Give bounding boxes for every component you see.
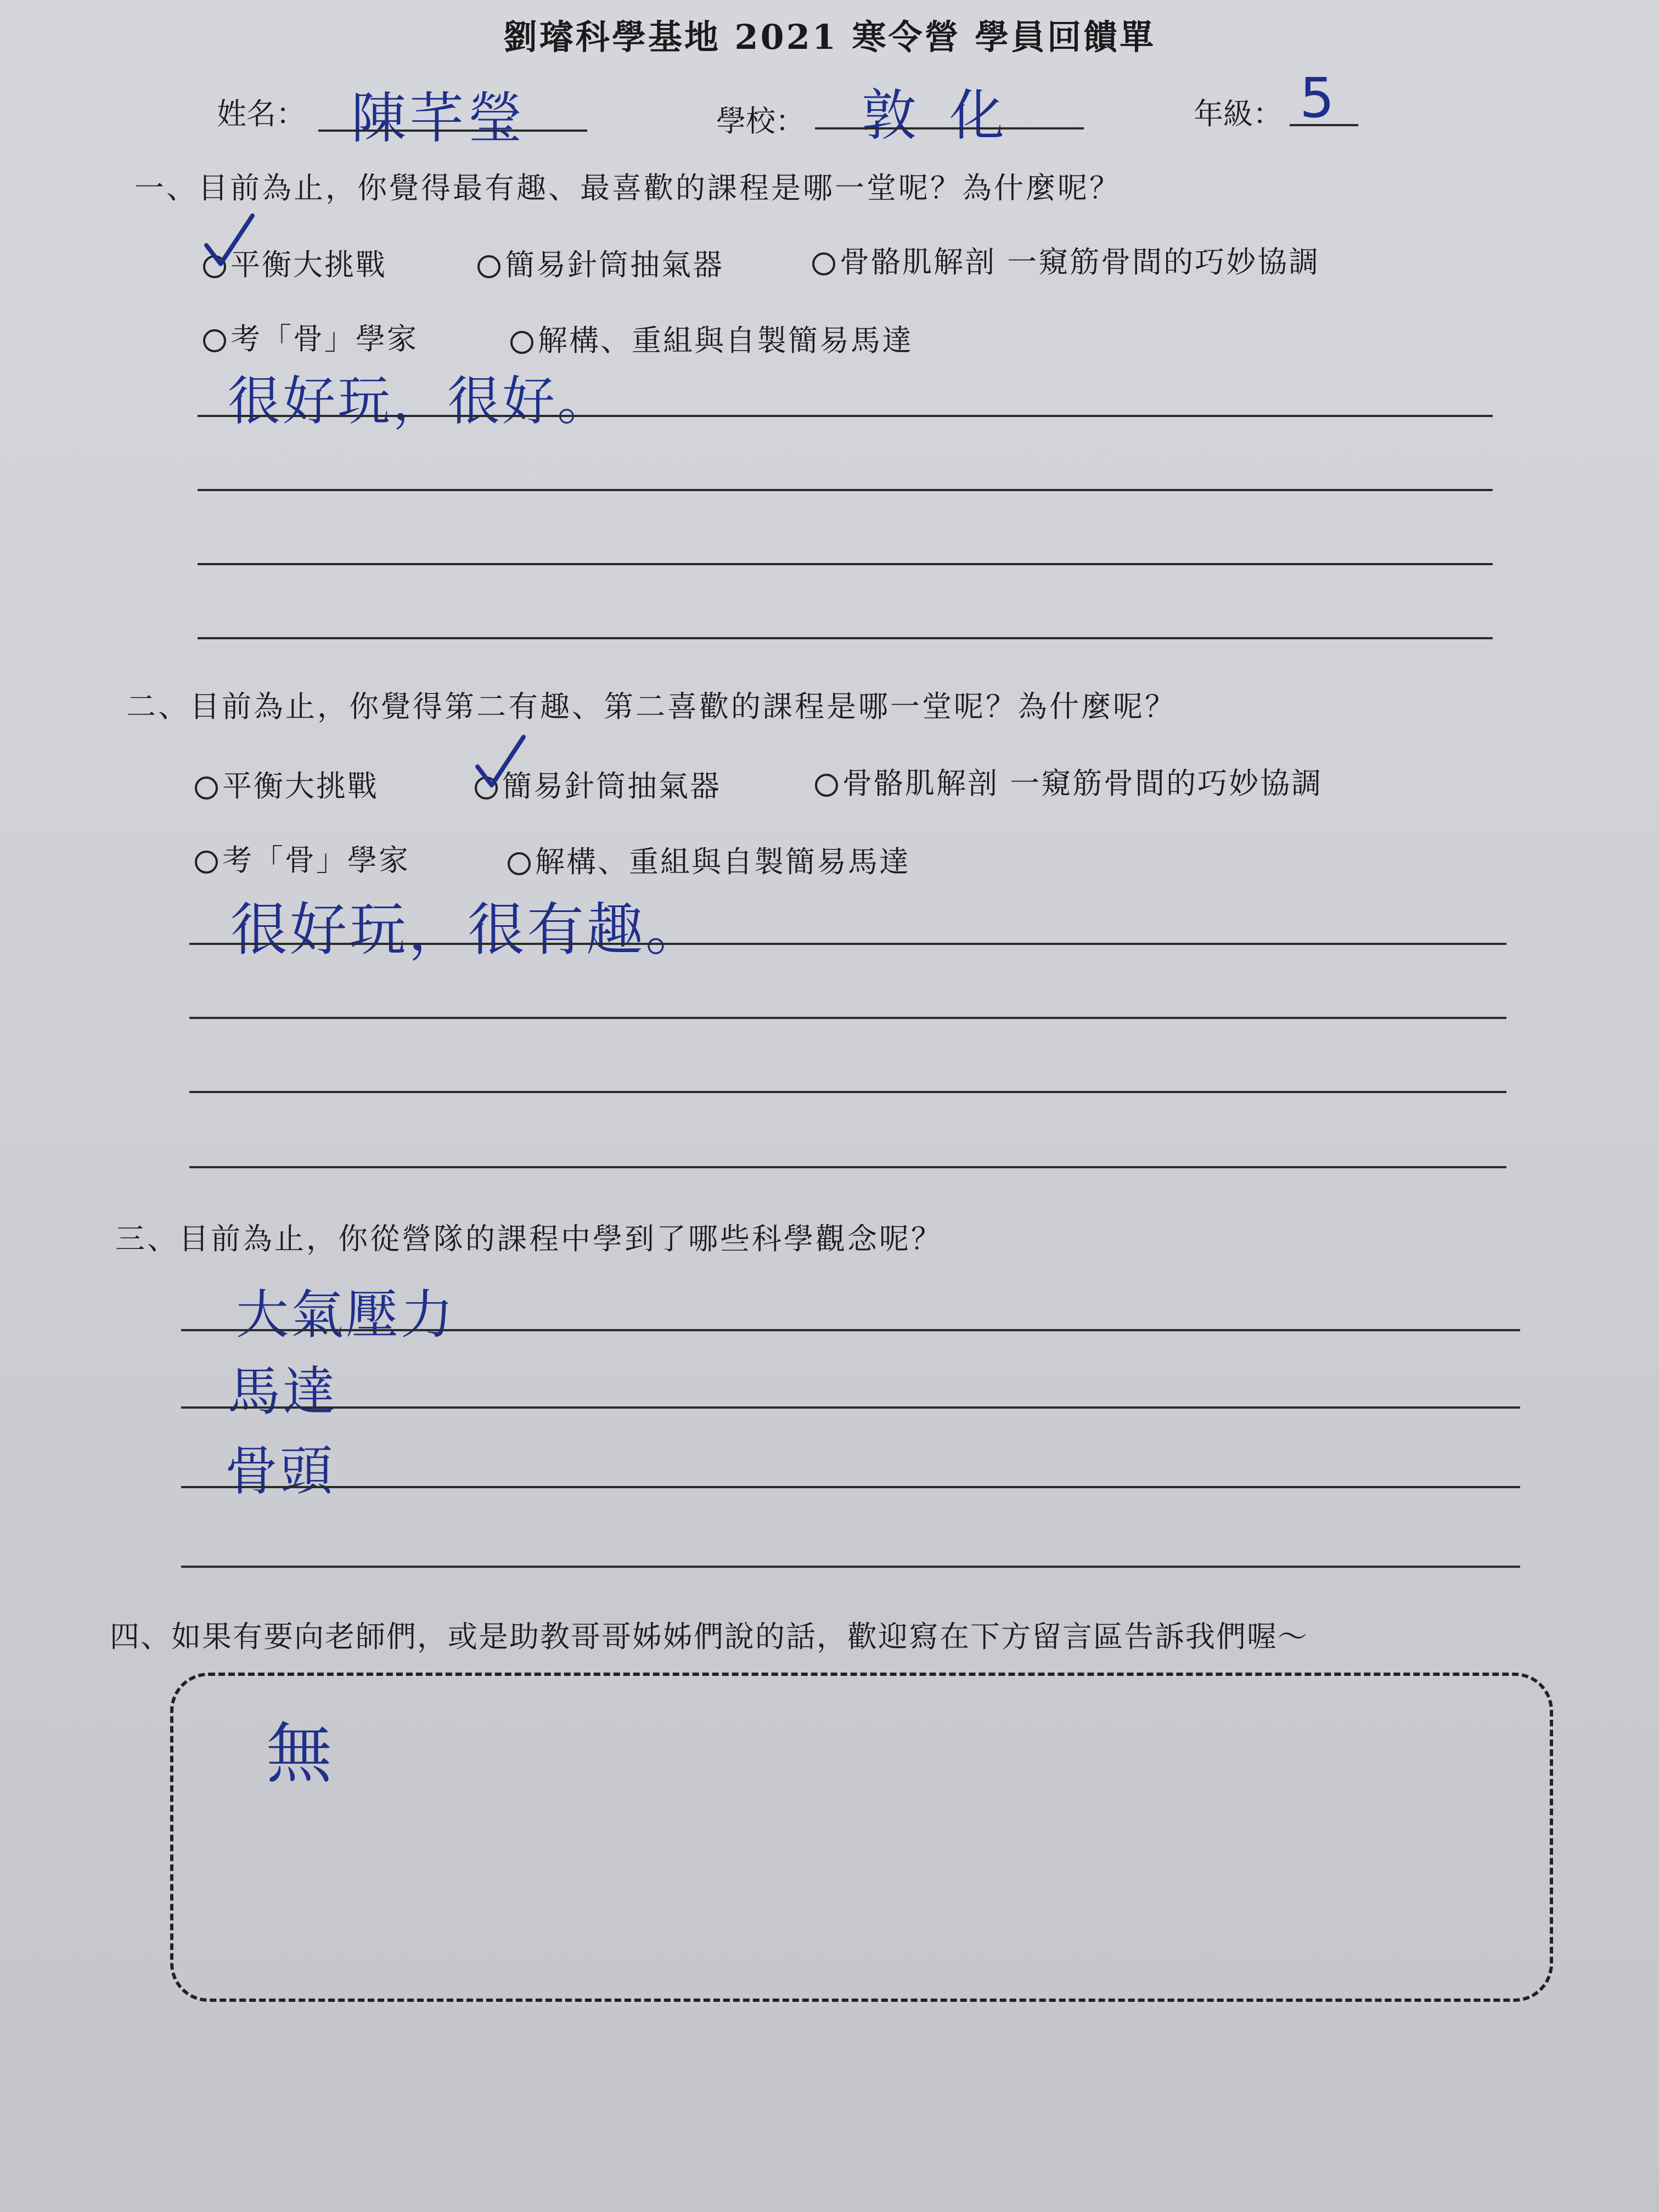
q4-answer: 無 [266,1716,332,1792]
q3-line-2 [181,1406,1520,1409]
q2-text: 二、目前為止，你覺得第二有趣、第二喜歡的課程是哪一堂呢？為什麼呢？ [126,689,1177,724]
q3-answer-2: 馬達 [228,1361,338,1422]
q2-line-3 [189,1091,1506,1093]
q1-line-4 [198,637,1493,639]
radio-circle [510,331,533,354]
grade-label: 年級： [1194,97,1283,131]
q2-line-1 [189,943,1506,945]
q1-option-1[interactable]: 平衡大挑戰 [203,241,387,284]
q3-line-4 [181,1566,1520,1568]
q1-option-4[interactable]: 考「骨」學家 [203,316,418,358]
q1-option-5[interactable]: 解構、重組與自製簡易馬達 [510,317,913,359]
school-underline [815,127,1084,130]
radio-circle [815,774,838,797]
name-underline [318,130,587,132]
checkmark-icon [473,733,528,793]
q2-option-5[interactable]: 解構、重組與自製簡易馬達 [508,838,910,881]
q3-line-3 [181,1486,1520,1488]
name-value: 陳芊瑩 [351,86,526,150]
grade-underline [1290,124,1358,126]
school-value: 敦化 [862,83,1037,148]
q1-line-2 [198,489,1493,491]
name-label: 姓名： [217,97,306,131]
q3-text: 三、目前為止，你從營隊的課程中學到了哪些科學觀念呢？ [115,1222,943,1256]
message-box[interactable] [170,1673,1553,2002]
q1-option-2[interactable]: 簡易針筒抽氣器 [477,241,724,284]
q3-answer-3: 骨頭 [225,1440,335,1502]
q2-line-4 [189,1166,1506,1168]
q1-answer: 很好玩，很好。 [228,370,612,432]
radio-circle [195,776,218,800]
q4-text: 四、如果有要向老師們，或是助教哥哥姊姊們說的話，歡迎寫在下方留言區告訴我們喔～ [110,1619,1308,1654]
q2-answer: 很好玩，很有趣。 [230,896,705,963]
q1-line-3 [198,563,1493,565]
q2-option-3[interactable]: 骨骼肌解剖 一窺筋骨間的巧妙協調 [815,760,1323,802]
q1-line-1 [198,415,1493,417]
checkmark-icon [202,211,257,272]
q2-line-2 [189,1017,1506,1019]
school-label: 學校： [716,104,805,138]
q3-answer-1: 大氣壓力 [236,1284,455,1346]
form-title: 劉璿科學基地 2021 寒令營 學員回饋單 [503,17,1156,57]
radio-circle [203,329,226,352]
q2-option-4[interactable]: 考「骨」學家 [195,837,410,879]
q2-option-1[interactable]: 平衡大挑戰 [195,763,379,805]
radio-circle [195,851,218,874]
q3-line-1 [181,1329,1520,1331]
radio-circle [812,252,835,275]
radio-circle [477,255,500,278]
q1-text: 一、目前為止，你覺得最有趣、最喜歡的課程是哪一堂呢？為什麼呢？ [134,171,1121,205]
q1-option-3[interactable]: 骨骼肌解剖 一窺筋骨間的巧妙協調 [812,239,1320,281]
radio-circle [508,852,531,875]
q2-option-2[interactable]: 簡易針筒抽氣器 [475,763,721,805]
grade-value: 5 [1300,66,1335,130]
